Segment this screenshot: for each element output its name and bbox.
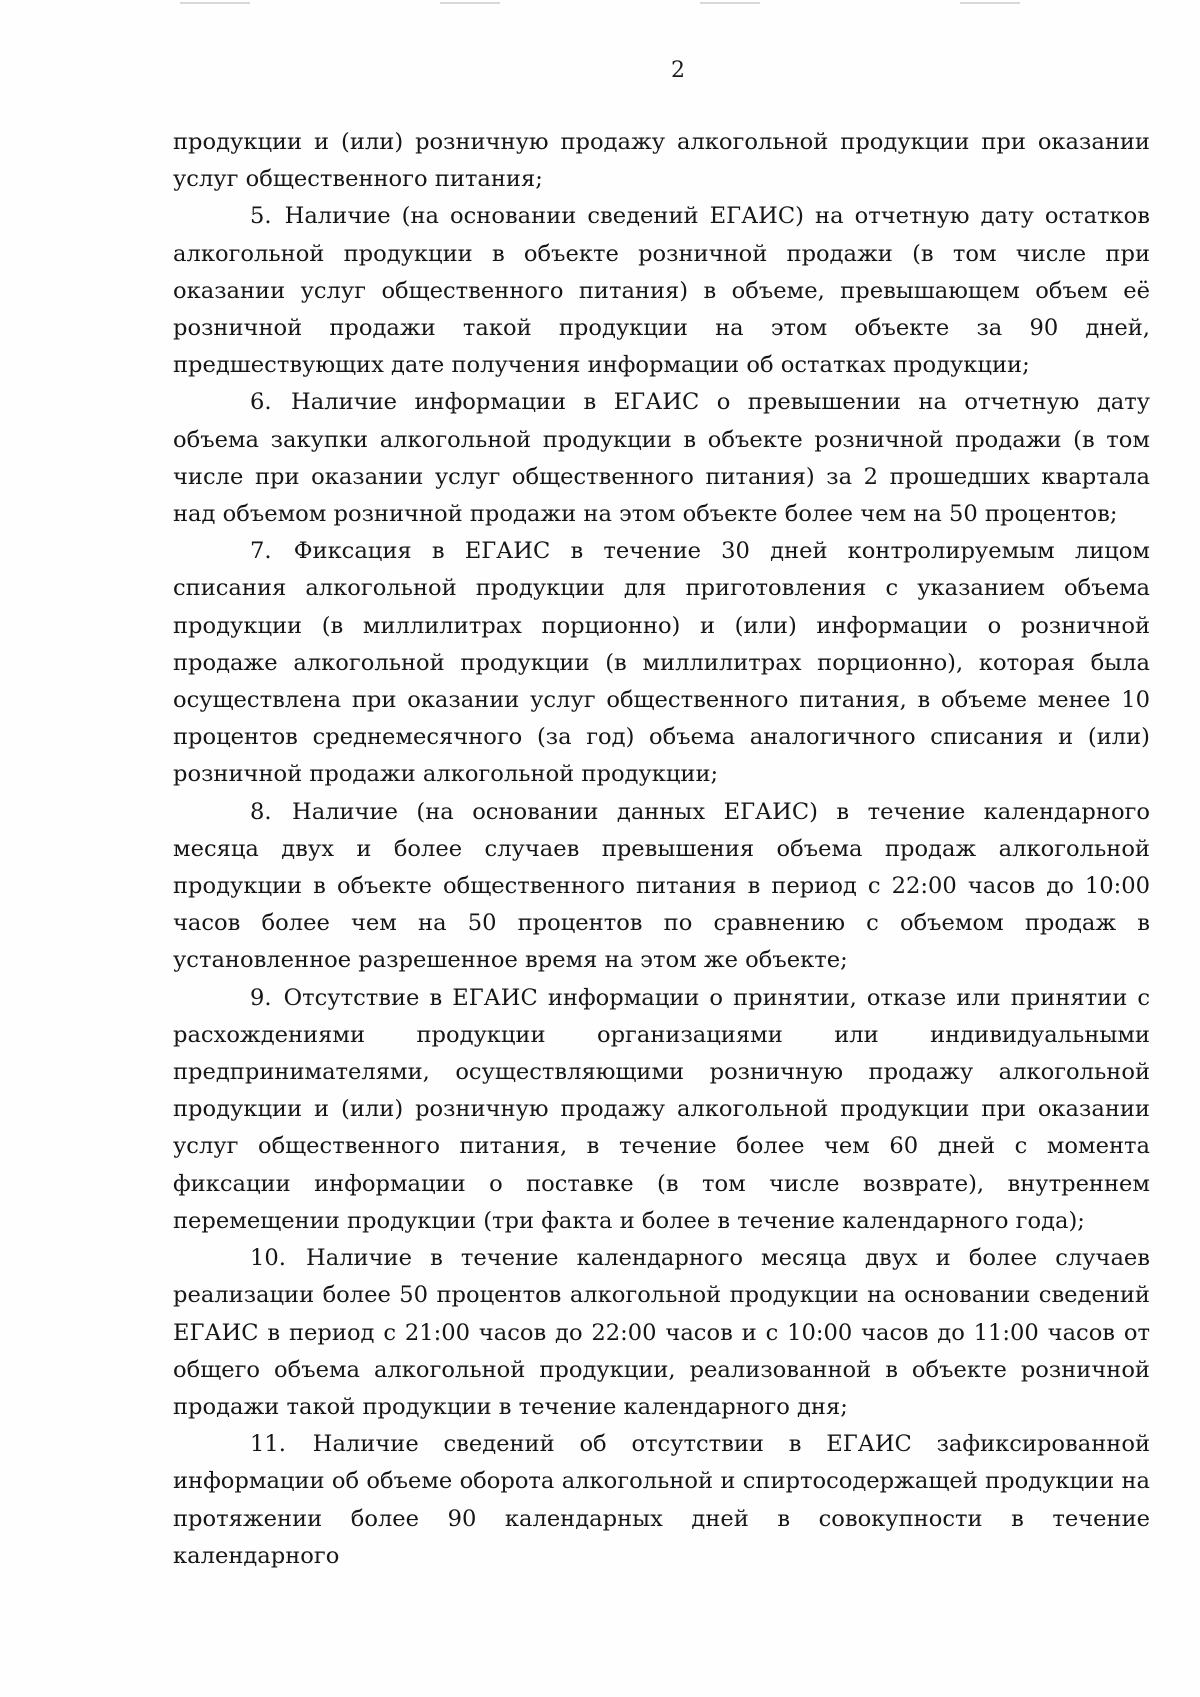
item-number: 8.	[250, 798, 272, 825]
paragraph-text: Наличие в течение календарного месяца двух и более случаев реализации более 50 процентов алкогольной продукции на основании сведений ЕГАИС в период с 21:00 часов до 22:00 часов и с 10:00 часов до 11:00 часов от общего объема алкогольной продукции, реализованной в объекте розничной продажи такой продукции в течение календарного дня;	[173, 1245, 1151, 1420]
paragraph-text: Наличие информации в ЕГАИС о превышении на отчетную дату объема закупки алкогольной продукции в объекте розничной продажи (в том числе при оказании услуг общественного питания) за 2 прошедших квартала над объемом розничной продажи на этом объекте более чем на 50 процентов;	[173, 389, 1150, 528]
paragraph-text: продукции и (или) розничную продажу алкогольной продукции при оказании услуг общественного питания;	[173, 129, 1150, 193]
list-item-8	[173, 794, 1150, 980]
list-item-5	[173, 198, 1150, 384]
list-item-11	[173, 1426, 1150, 1575]
paragraph-continuation	[173, 124, 1150, 198]
item-number: 11.	[250, 1431, 286, 1458]
page-number: 2	[671, 58, 685, 83]
item-number: 7.	[250, 538, 272, 565]
item-number: 9.	[250, 984, 272, 1011]
paragraph-text: Отсутствие в ЕГАИС информации о принятии, отказе или принятии с расхождениями продукции организациями или индивидуальными предпринимателями, осуществляющими розничную продажу алкогольной продукции и (или) розничную продажу алкогольной продукции при оказании услуг общественного питания, в течение более чем 60 дней с момента фиксации информации о поставке (в том числе возврате), внутреннем перемещении продукции (три факта и более в течение календарного года);	[173, 984, 1151, 1234]
scan-mark	[700, 2, 760, 4]
paragraph-text: Наличие (на основании сведений ЕГАИС) на отчетную дату остатков алкогольной продукции в объекте розничной продажи (в том числе при оказании услуг общественного питания) в объеме, превышающем объем её розничной продажи такой продукции на этом объекте за 90 дней, предшествующих дате получения информации об остатках продукции;	[173, 203, 1150, 379]
item-number: 10.	[250, 1245, 286, 1272]
document-body	[173, 124, 1150, 1575]
item-number: 5.	[250, 203, 272, 230]
list-item-6	[173, 384, 1150, 533]
scan-mark	[960, 2, 1020, 4]
scan-mark	[440, 2, 500, 4]
list-item-9	[173, 980, 1150, 1240]
paragraph-text: Наличие сведений об отсутствии в ЕГАИС зафиксированной информации об объеме оборота алкогольной и спиртосодержащей продукции на протяжении более 90 календарных дней в совокупности в течение календарного	[173, 1431, 1151, 1569]
list-item-7	[173, 533, 1150, 793]
scan-edge-marks	[0, 0, 1200, 10]
paragraph-text: Фиксация в ЕГАИС в течение 30 дней контролируемым лицом списания алкогольной продукции для приготовления с указанием объема продукции (в миллилитрах порционно) и (или) информации о розничной продаже алкогольной продукции (в миллилитрах порционно), которая была осуществлена при оказании услуг общественного питания, в объеме менее 10 процентов среднемесячного (за год) объема аналогичного списания и (или) розничной продажи алкогольной продукции;	[173, 538, 1150, 788]
scan-mark	[180, 2, 250, 4]
paragraph-text: Наличие (на основании данных ЕГАИС) в течение календарного месяца двух и более случаев превышения объема продаж алкогольной продукции в объекте общественного питания в период с 22:00 часов до 10:00 часов более чем на 50 процентов по сравнению с объемом продаж в установленное разрешенное время на этом же объекте;	[173, 798, 1151, 974]
item-number: 6.	[250, 389, 272, 416]
list-item-10	[173, 1240, 1150, 1426]
